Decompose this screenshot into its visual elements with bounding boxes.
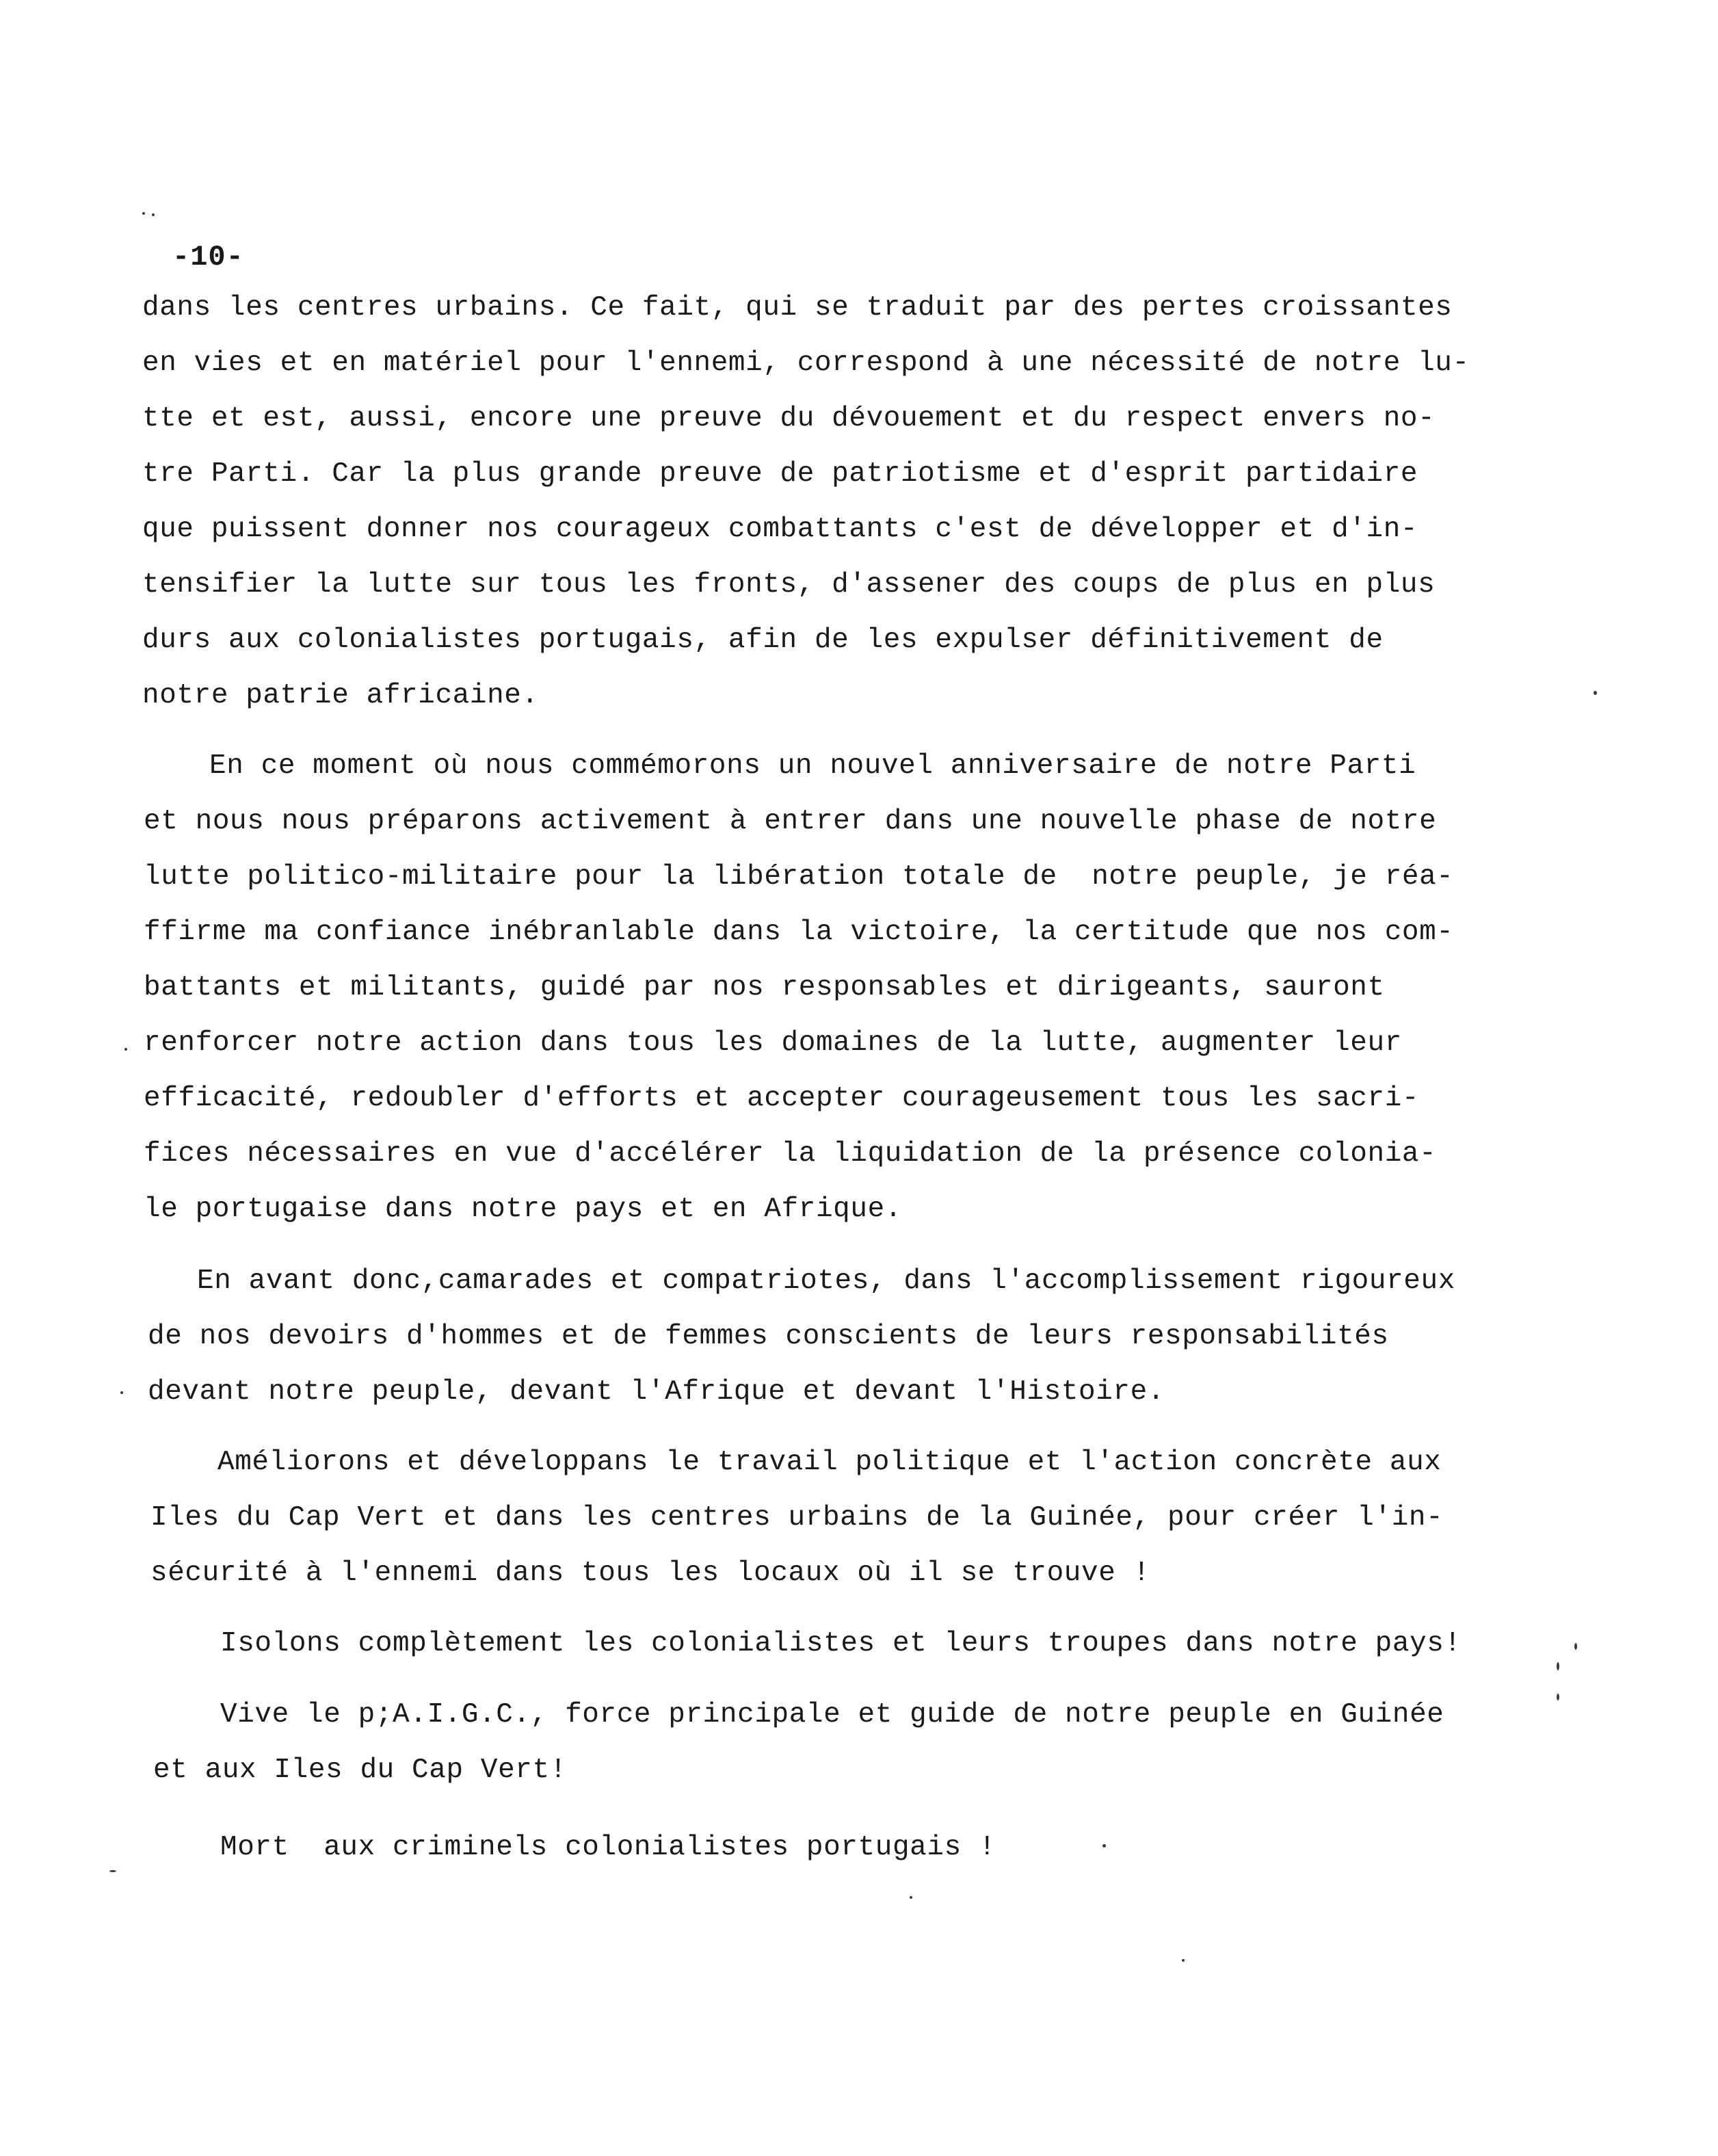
scan-speck (120, 1391, 123, 1394)
text-line: que puissent donner nos courageux combattants c'est de développer et d'in- (142, 514, 1418, 545)
text-line: Isolons complètement les colonialistes et leurs troupes dans notre pays! (220, 1628, 1462, 1659)
text-line: efficacité, redoubler d'efforts et accepter courageusement tous les sacri- (144, 1083, 1420, 1114)
scan-speck (910, 1896, 912, 1899)
text-line: Vive le p;A.I.G.C., force principale et guide de notre peuple en Guinée (220, 1699, 1444, 1731)
scan-speck (124, 1048, 127, 1051)
scan-speck (142, 212, 145, 215)
text-line: Iles du Cap Vert et dans les centres urbains de la Guinée, pour créer l'in- (150, 1502, 1444, 1534)
text-line: en vies et en matériel pour l'ennemi, correspond à une nécessité de notre lu- (142, 347, 1470, 379)
text-line: tre Parti. Car la plus grande preuve de patriotisme et d'esprit partidaire (142, 458, 1418, 490)
scan-speck (1102, 1844, 1106, 1848)
text-line: En ce moment où nous commémorons un nouvel anniversaire de notre Parti (209, 750, 1416, 782)
text-line: sécurité à l'ennemi dans tous les locaux où il se trouve ! (150, 1557, 1150, 1589)
scan-speck (1594, 691, 1597, 695)
text-line: et nous nous préparons activement à entrer dans une nouvelle phase de notre (144, 806, 1437, 837)
text-line: et aux Iles du Cap Vert! (153, 1754, 567, 1786)
text-line: renforcer notre action dans tous les domaines de la lutte, augmenter leur (144, 1027, 1402, 1059)
text-line: durs aux colonialistes portugais, afin de les expulser définitivement de (142, 625, 1384, 656)
text-line: Mort aux criminels colonialistes portugais ! (220, 1832, 996, 1863)
scan-speck (1557, 1694, 1559, 1700)
text-line: ffirme ma confiance inébranlable dans la victoire, la certitude que nos com- (144, 917, 1454, 948)
scan-speck (1574, 1643, 1577, 1650)
text-line: notre patrie africaine. (142, 680, 539, 711)
text-line: devant notre peuple, devant l'Afrique et devant l'Histoire. (148, 1376, 1165, 1408)
text-line: tensifier la lutte sur tous les fronts, d'assener des coups de plus en plus (142, 569, 1436, 601)
text-line: En avant donc,camarades et compatriotes, dans l'accomplissement rigoureux (197, 1265, 1455, 1297)
text-line: Améliorons et développans le travail politique et l'action concrète aux (217, 1447, 1442, 1478)
text-line: tte et est, aussi, encore une preuve du dévouement et du respect envers no- (142, 403, 1436, 434)
text-line: de nos devoirs d'hommes et de femmes conscients de leurs responsabilités (148, 1321, 1389, 1352)
text-line: dans les centres urbains. Ce fait, qui se traduit par des pertes croissantes (142, 292, 1453, 324)
scan-speck (152, 213, 155, 216)
text-line: lutte politico-militaire pour la libération totale de notre peuple, je réa- (144, 861, 1454, 893)
scan-speck (1557, 1662, 1559, 1670)
scan-speck (1182, 1959, 1185, 1962)
text-line: battants et militants, guidé par nos responsables et dirigeants, sauront (144, 972, 1385, 1003)
page-number: -10- (172, 241, 244, 274)
scan-speck (109, 1870, 116, 1872)
text-line: fices nécessaires en vue d'accélérer la liquidation de la présence colonia- (144, 1138, 1437, 1170)
text-line: le portugaise dans notre pays et en Afrique. (144, 1194, 902, 1225)
